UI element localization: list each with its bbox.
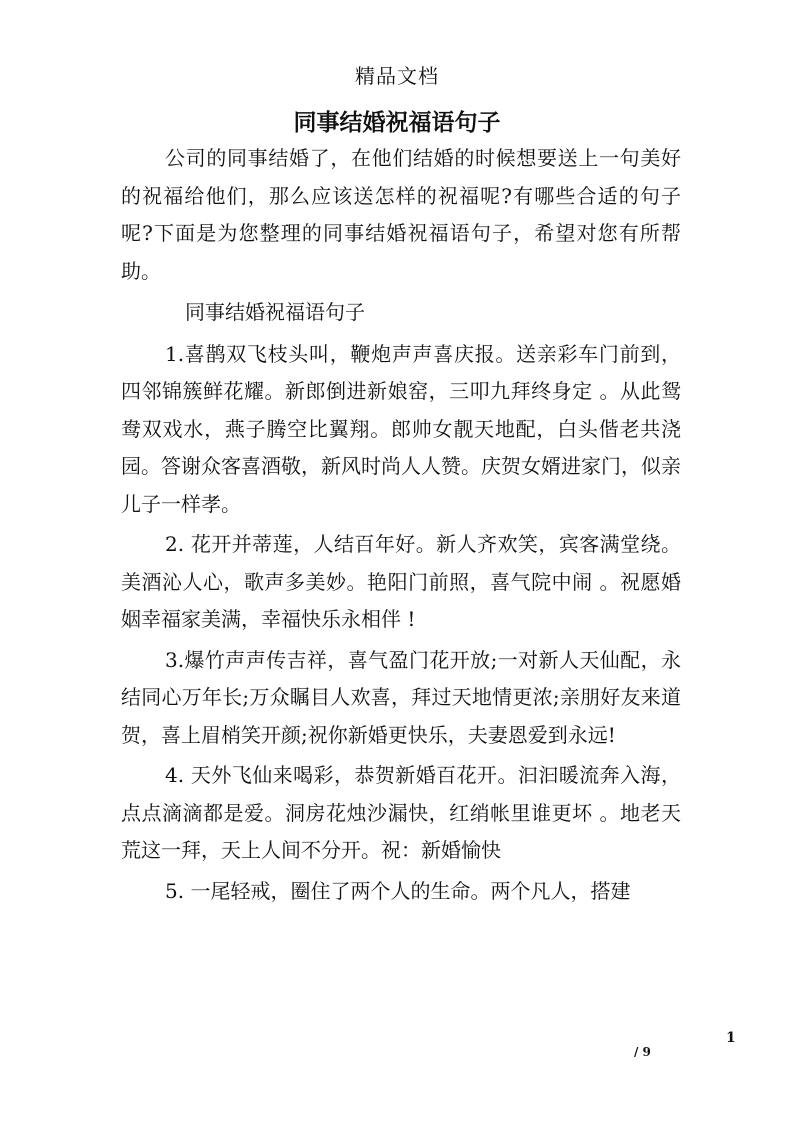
header-label: 精品文档 bbox=[355, 64, 439, 88]
section-subtitle: 同事结婚祝福语句子 bbox=[185, 300, 365, 324]
document-body bbox=[121, 140, 681, 913]
list-item: 5. 一尾轻戒，圈住了两个人的生命。两个凡人，搭建 bbox=[165, 878, 631, 903]
intro-paragraph: 公司的同事结婚了，在他们结婚的时候想要送上一句美好的祝福给他们，那么应该送怎样的祝福呢?有哪些合适的句子呢?下面是为您整理的同事结婚祝福语句子，希望对您有所帮助。 bbox=[121, 146, 681, 283]
list-item: 2. 花开并蒂莲，人结百年好。新人齐欢笑，宾客满堂绕。美酒沁人心，歌声多美妙。艳阳门前照，喜气院中闹 。祝愿婚姻幸福家美满，幸福快乐永相伴 ! bbox=[121, 532, 681, 631]
list-item: 4. 天外飞仙来喝彩，恭贺新婚百花开。汩汩暖流奔入海，点点滴滴都是爱。洞房花烛沙漏快，红绡帐里谁更坏 。地老天荒这一拜，天上人间不分开。祝：新婚愉快 bbox=[121, 763, 681, 862]
document-title: 同事结婚祝福语句子 bbox=[293, 109, 501, 136]
list-item: 1.喜鹊双飞枝头叫，鞭炮声声喜庆报。送亲彩车门前到，四邻锦簇鲜花耀。新郎倒进新娘窑，三叩九拜终身定 。从此鸳鸯双戏水，燕子腾空比翼翔。郎帅女靓天地配，白头偕老共浇园。答谢众客喜酒敬，新风时尚人人赞。庆贺女婿进家门，似亲儿子一样孝。 bbox=[121, 341, 681, 516]
list-item: 3.爆竹声声传吉祥，喜气盈门花开放;一对新人天仙配，永结同心万年长;万众瞩目人欢喜，拜过天地情更浓;亲朋好友来道贺，喜上眉梢笑开颜;祝你新婚更快乐，夫妻恩爱到永远! bbox=[121, 647, 681, 747]
page-total: / 9 bbox=[634, 1045, 651, 1059]
page-number: 1 bbox=[726, 1030, 736, 1046]
